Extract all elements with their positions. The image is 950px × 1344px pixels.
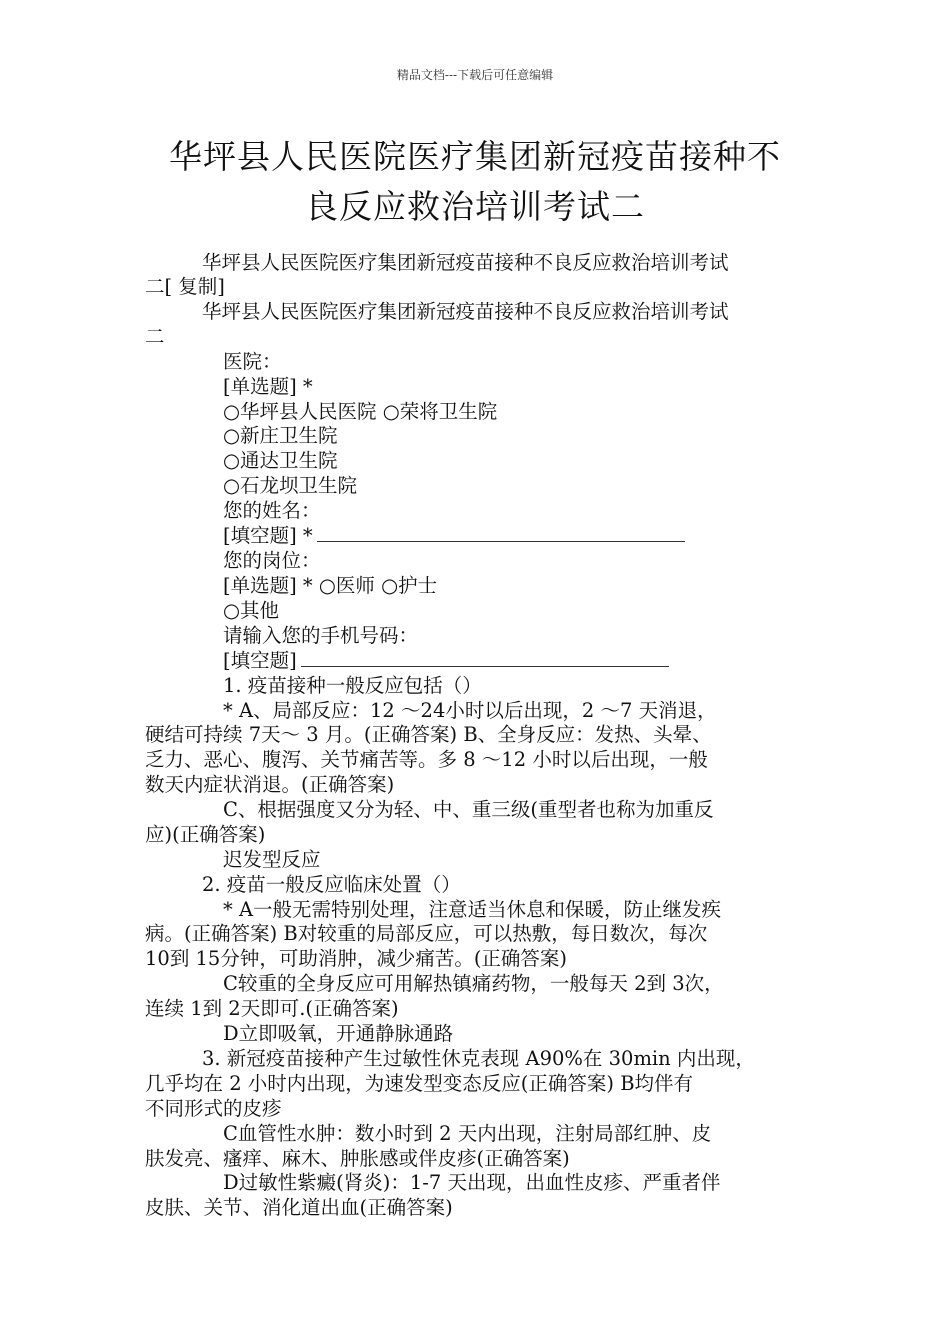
question-label: 请输入您的手机号码： [223, 624, 419, 647]
answer-text: D立即吸氧，开通静脉通路 [223, 1022, 454, 1045]
question-1-title: 1. 疫苗接种一般反应包括（） [223, 674, 482, 697]
intro-line: 华坪县人民医院医疗集团新冠疫苗接种不良反应救治培训考试 [202, 300, 729, 323]
question-label: 医院： [223, 350, 282, 373]
answer-text: 迟发型反应 [223, 848, 321, 871]
radio-option[interactable]: [单选题] * ○医师 ○护士 [223, 574, 438, 597]
answer-text: 应)(正确答案) [145, 823, 266, 846]
question-label: 您的岗位： [223, 549, 321, 572]
question-label: 您的姓名： [223, 499, 321, 522]
intro-line: 二 [145, 325, 165, 348]
answer-text: * A一般无需特别处理，注意适当休息和保暖，防止继发疾 [223, 898, 722, 921]
answer-text: 连续 1到 2天即可.(正确答案) [145, 997, 399, 1020]
document-title-line-1: 华坪县人民医院医疗集团新冠疫苗接种不 [169, 137, 781, 176]
answer-text: 不同形式的皮疹 [145, 1097, 282, 1120]
answer-text: 肤发亮、瘙痒、麻木、肿胀感或伴皮疹(正确答案) [145, 1147, 570, 1170]
answer-text: 皮肤、关节、消化道出血(正确答案) [145, 1196, 453, 1219]
question-type: [填空题] * [223, 524, 313, 547]
document-title-line-2: 良反应救治培训考试二 [305, 187, 645, 226]
answer-text: 病。(正确答案) B对较重的局部反应，可以热敷，每日数次，每次 [145, 922, 708, 945]
question-type-with-blank [223, 524, 685, 548]
answer-text: 10到 15分钟，可助消肿，减少痛苦。(正确答案) [145, 947, 568, 970]
answer-text: C较重的全身反应可用解热镇痛药物，一般每天 2到 3次， [223, 972, 724, 995]
question-type: [填空题] [223, 649, 297, 672]
answer-text: 乏力、恶心、腹泻、关节痛苦等。多 8 ～12 小时以后出现，一般 [145, 748, 708, 771]
question-3-title: 3. 新冠疫苗接种产生过敏性休克表现 A90%在 30min 内出现， [202, 1047, 755, 1070]
radio-option[interactable]: ○华坪县人民医院 ○荣将卫生院 [223, 400, 498, 423]
question-2-title: 2. 疫苗一般反应临床处置（） [202, 873, 461, 896]
answer-text: D过敏性紫癜(肾炎)：1-7 天出现，出血性皮疹、严重者伴 [223, 1171, 721, 1194]
answer-text: 几乎均在 2 小时内出现，为速发型变态反应(正确答案) B均伴有 [145, 1072, 694, 1095]
radio-option[interactable]: ○通达卫生院 [223, 449, 338, 472]
answer-text: C、根据强度又分为轻、中、重三级(重型者也称为加重反 [223, 798, 714, 821]
question-type-with-blank [223, 649, 669, 673]
phone-input-blank[interactable] [301, 650, 669, 667]
radio-option[interactable]: ○石龙坝卫生院 [223, 474, 358, 497]
question-type: [单选题] * [223, 375, 313, 398]
page-header: 精品文档---下载后可任意编辑 [396, 68, 554, 82]
answer-text: 数天内症状消退。(正确答案) [145, 773, 395, 796]
intro-line: 华坪县人民医院医疗集团新冠疫苗接种不良反应救治培训考试 [202, 251, 729, 274]
answer-text: 硬结可持续 7天～ 3 月。(正确答案) B、全身反应：发热、头晕、 [145, 723, 712, 746]
radio-option[interactable]: ○其他 [223, 599, 280, 622]
radio-option[interactable]: ○新庄卫生院 [223, 424, 338, 447]
intro-line: 二[ 复制] [145, 275, 225, 298]
name-input-blank[interactable] [317, 525, 685, 542]
answer-text: C血管性水肿：数小时到 2 天内出现，注射局部红肿、皮 [223, 1122, 712, 1145]
answer-text: * A、局部反应：12 ～24小时以后出现，2 ～7 天消退， [223, 699, 717, 722]
